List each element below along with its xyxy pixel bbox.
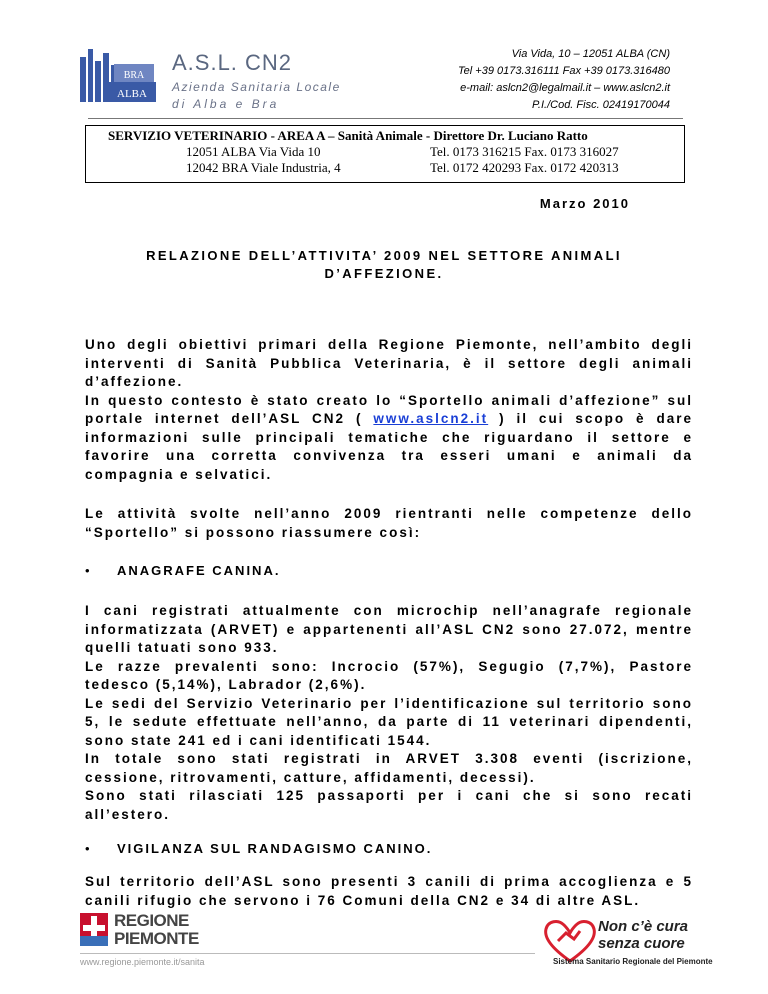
- service-bra-address: 12042 BRA Viale Industria, 4: [186, 160, 341, 175]
- anagrafe-paragraph-1: I cani registrati attualmente con microchip nell’anagrafe regionale informatizzata (ARVET) e appartenenti all’ASL CN2 sono 27.072, mentre quelli tatuati sono 933.: [85, 603, 693, 655]
- anagrafe-paragraph-4: In totale sono stati registrati in ARVET 3.308 eventi (iscrizione, cessione, ritrovamenti, catture, affidamenti, decessi).: [85, 751, 693, 785]
- regione-line-1: REGIONE: [114, 911, 189, 930]
- bullet-randagismo: [85, 841, 432, 856]
- activities-intro: Le attività svolte nell’anno 2009 rientranti nelle competenze dello “Sportello” si possono riassumere così:: [85, 506, 693, 540]
- regione-url[interactable]: www.regione.piemonte.it/sanita: [80, 957, 205, 967]
- slogan-caption: Sistema Sanitario Regionale del Piemonte: [553, 957, 713, 966]
- bullet-dot-icon: •: [85, 841, 92, 856]
- bullet-anagrafe: [85, 563, 280, 578]
- footer-divider: [80, 953, 535, 954]
- service-title: SERVIZIO VETERINARIO - AREA A – Sanità Animale - Direttore Dr. Luciano Ratto: [108, 128, 588, 143]
- anagrafe-paragraph-2: Le razze prevalenti sono: Incrocio (57%), Segugio (7,7%), Pastore tedesco (5,14%), Labrador (2,6%).: [85, 658, 693, 692]
- service-box: [85, 125, 685, 183]
- contact-email[interactable]: e-mail: aslcn2@legalmail.it – www.aslcn2.it: [460, 82, 670, 94]
- org-subtitle: Azienda Sanitaria Locale: [172, 80, 341, 94]
- document-date: Marzo 2010: [539, 196, 630, 211]
- title-line-1: RELAZIONE DELL’ATTIVITA’ 2009 NEL SETTORE ANIMALI: [146, 248, 622, 263]
- slogan-line-1: Non c’è cura: [598, 918, 689, 935]
- anagrafe-paragraph-5: Sono stati rilasciati 125 passaporti per i cani che si sono recati all’estero.: [85, 788, 693, 822]
- logo-badge-top: BRA: [123, 70, 145, 81]
- intro-paragraph-1: Uno degli obiettivi primari della Regione Piemonte, nell’ambito degli interventi di Sanità Pubblica Veterinaria, è il settore degli animali d’affezione.: [85, 337, 693, 389]
- contact-phone: Tel +39 0173.316111 Fax +39 0173.316480: [457, 65, 670, 77]
- logo-badge-bottom: ALBA: [117, 88, 147, 100]
- anagrafe-paragraph-3: Le sedi del Servizio Veterinario per l’identificazione sul territorio sono 5, le sedute effettuate nell’anno, da parte di 11 veterinari dipendenti, sono state 241 ed i cani identificati 1544.: [85, 695, 693, 748]
- contact-address: Via Vida, 10 – 12051 ALBA (CN): [511, 48, 670, 60]
- org-title: A.S.L. CN2: [172, 50, 293, 75]
- org-area: di Alba e Bra: [172, 97, 280, 111]
- service-bra-phone: Tel. 0172 420293 Fax. 0172 420313: [430, 160, 619, 175]
- header-divider: [88, 118, 683, 119]
- asl-logo-icon: [80, 47, 160, 102]
- bullet-randagismo-label: VIGILANZA SUL RANDAGISMO CANINO.: [117, 841, 433, 856]
- regione-flag-icon: [80, 913, 108, 946]
- contact-block: [458, 46, 670, 114]
- intro-paragraph-2: In questo contesto è stato creato lo “Sportello animali d’affezione” sul portale internet dell’ASL CN2 ( www.aslcn2.it ) il cui scopo è dare informazioni sulle principali tematiche che riguardano il settore e favorire una corretta convivenza tra esseri umani e animali da compagnia e selvatici.: [85, 392, 693, 482]
- title-line-2: D’AFFEZIONE.: [324, 266, 444, 281]
- service-alba-address: 12051 ALBA Via Vida 10: [186, 144, 321, 159]
- bullet-dot-icon: •: [85, 563, 92, 578]
- contact-tax-id: P.I./Cod. Fisc. 02419170044: [531, 99, 670, 111]
- document-title: [80, 247, 688, 283]
- anagrafe-section: [85, 602, 693, 824]
- bullet-anagrafe-label: ANAGRAFE CANINA.: [117, 563, 281, 578]
- randagismo-paragraph: Sul territorio dell’ASL sono presenti 3 canili di prima accoglienza e 5 canili rifugio che servono i 76 Comuni della CN2 e 34 di altre ASL.: [85, 874, 693, 908]
- slogan-line-2: senza cuore: [598, 935, 685, 952]
- website-link[interactable]: www.aslcn2.it: [373, 411, 489, 426]
- regione-line-2: PIEMONTE: [114, 929, 199, 948]
- intro-section: [85, 336, 693, 484]
- service-alba-phone: Tel. 0173 316215 Fax. 0173 316027: [430, 144, 619, 159]
